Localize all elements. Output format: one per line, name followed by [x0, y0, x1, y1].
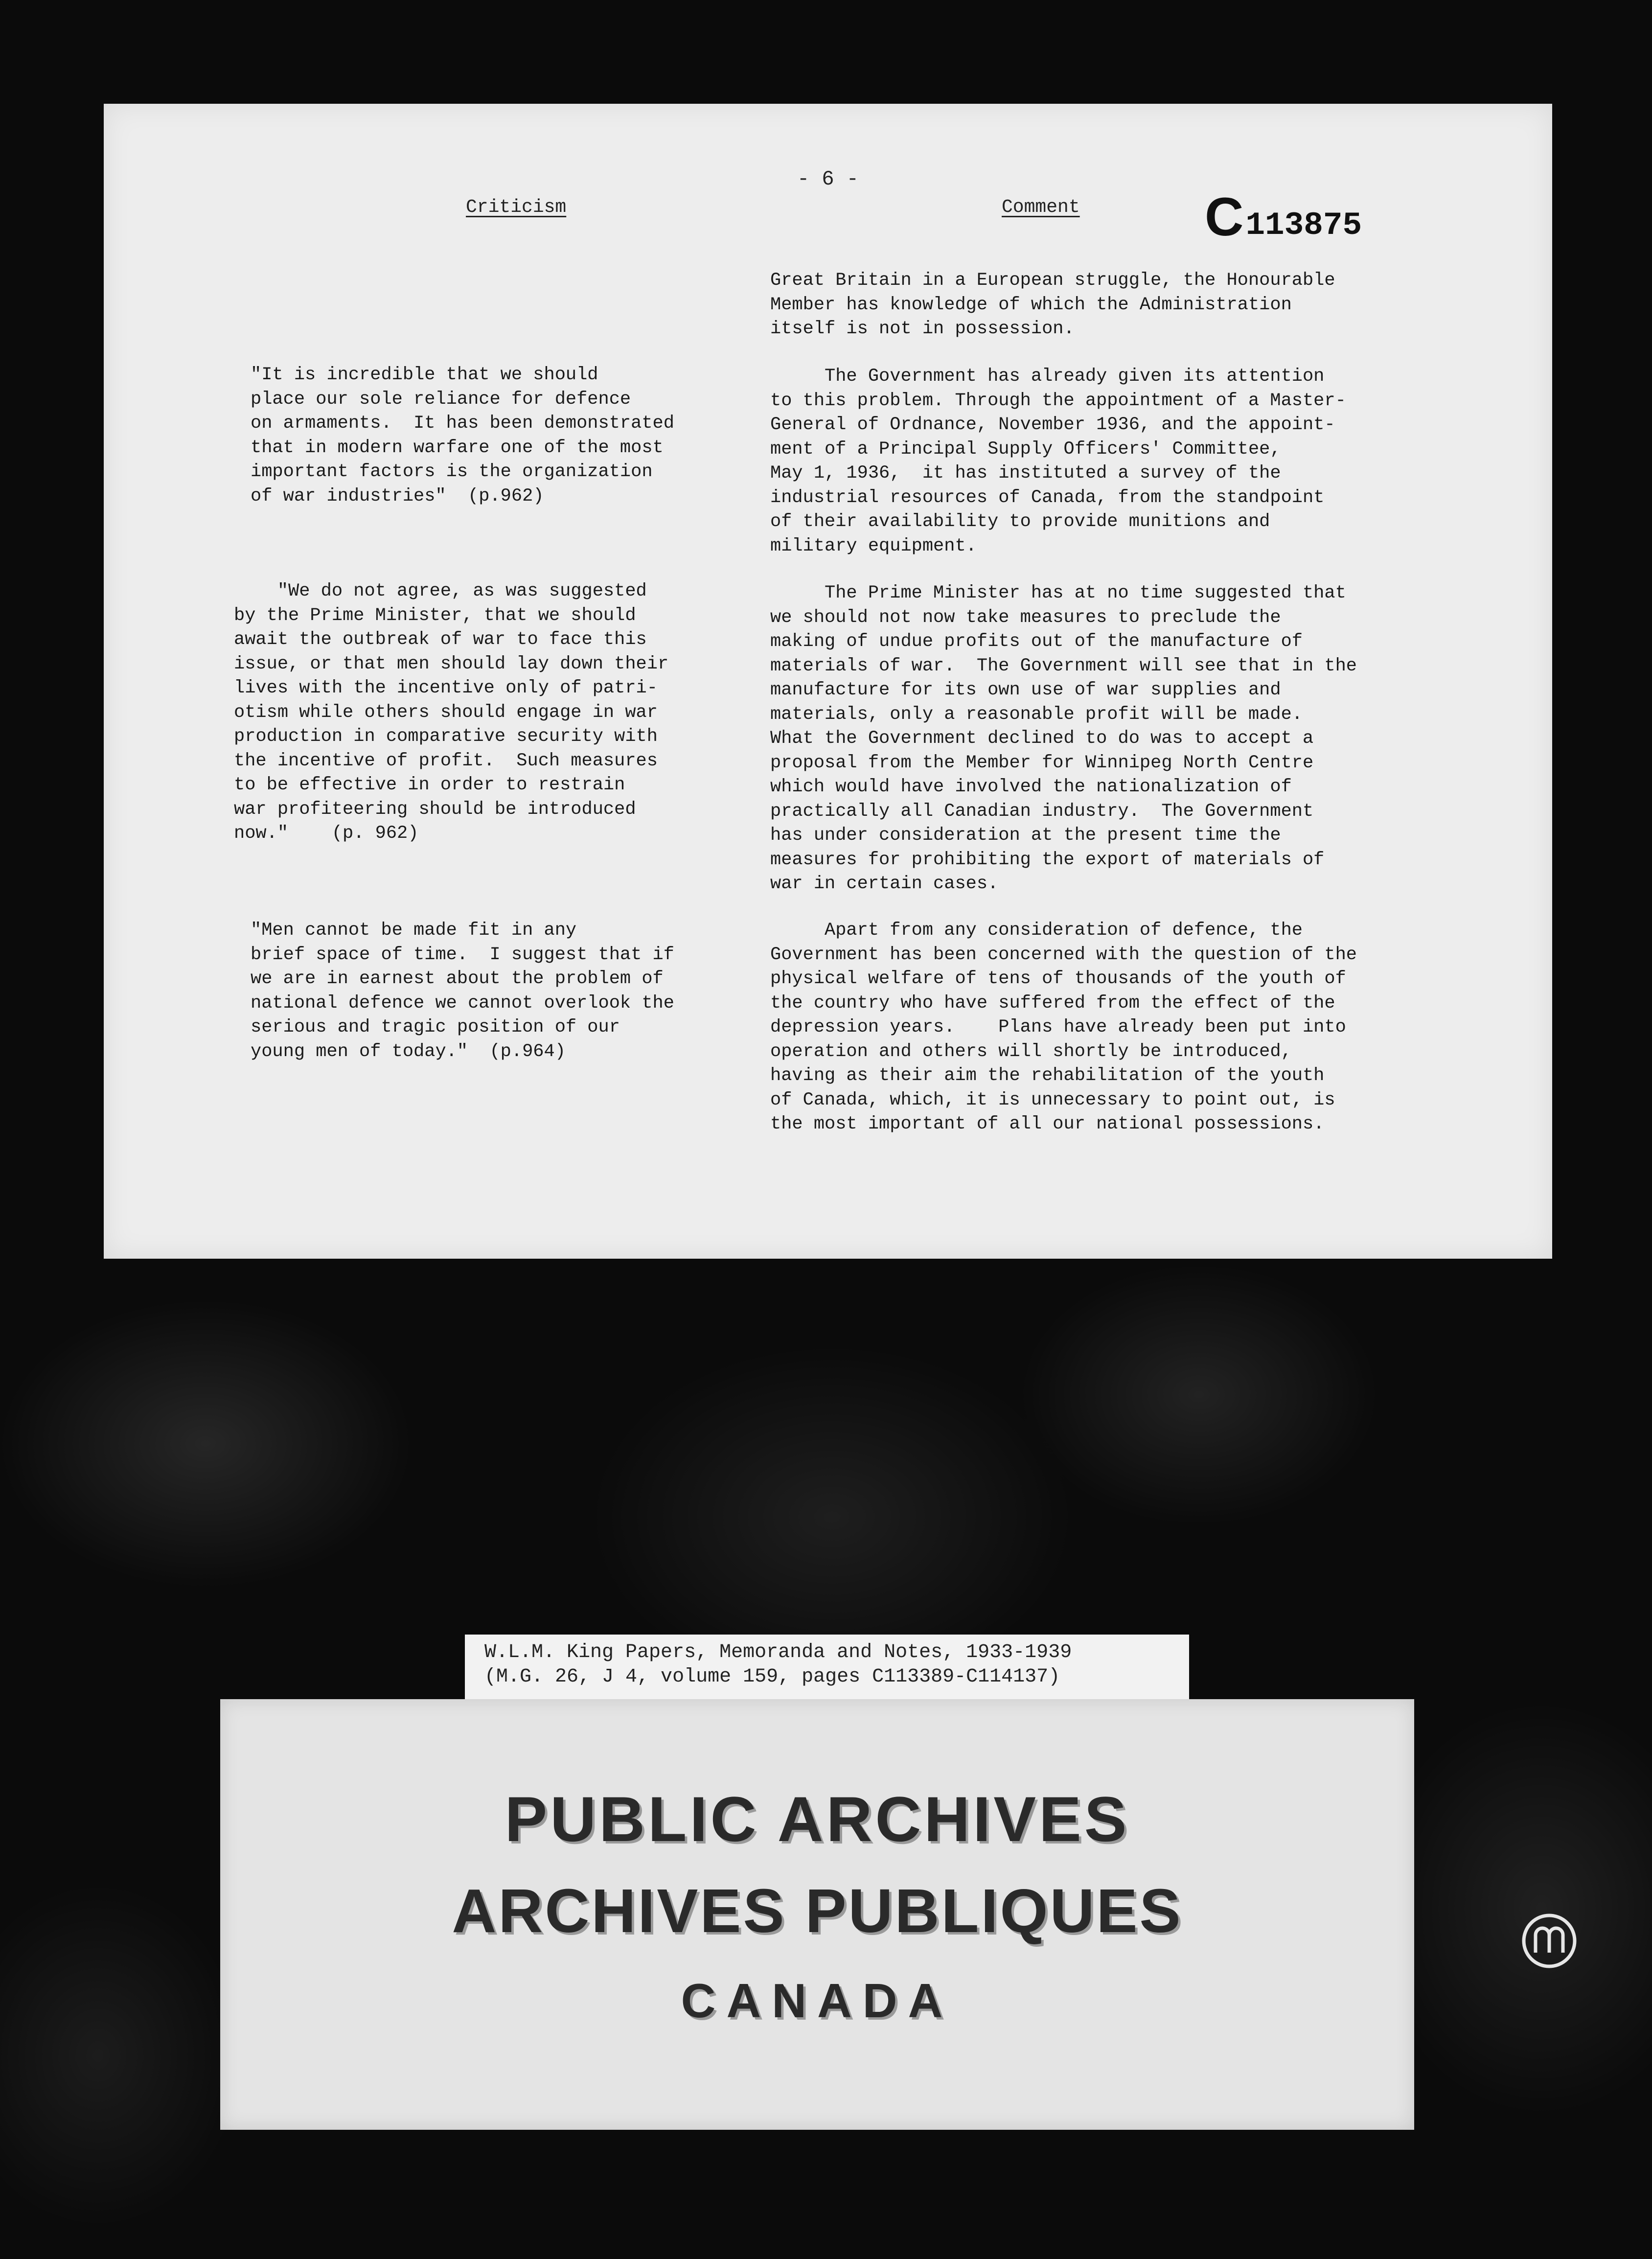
criticism-paragraph-3: "Men cannot be made fit in any brief space of time. I suggest that if we are in earnest about the problem of national defence we cannot overlook the serious and tragic position of our young men of today." (p.964): [251, 920, 674, 1062]
comment-paragraph-2: The Government has already given its attention to this problem. Through the appointment of a Master- General of Ordnance, November 1936, and the appoint- ment of a Principal Supply Officers' Committee, May 1, 1936, it has instituted a survey of the industrial resources of Canada, from the standpoint of their availability to provide munitions and military equipment.: [770, 366, 1346, 556]
archive-card-line-2: ARCHIVES PUBLIQUES: [452, 1876, 1183, 1945]
criticism-heading: Criticism: [466, 197, 567, 218]
source-reference-label: [465, 1635, 1189, 1699]
reel-stamp-digits: 113875: [1245, 207, 1362, 244]
comment-paragraph-1: Great Britain in a European struggle, the Honourable Member has knowledge of which the Administration itself is not in possession.: [770, 270, 1335, 339]
reel-number-stamp: [1205, 186, 1362, 248]
mc-monogram-icon: [1521, 1913, 1578, 1969]
page-number: - 6 -: [797, 167, 859, 191]
comment-heading: Comment: [1002, 197, 1080, 218]
criticism-paragraph-2: "We do not agree, as was suggested by the Prime Minister, that we should await the outbreak of war to face this issue, or that men should lay down their lives with the incentive only of patri- otism while others should engage in war production in comparative security with the incentive of profit. Such measures to be effective in order to restrain war profiteering should be introduced now." (p. 962): [234, 581, 669, 844]
criticism-paragraph-1: "It is incredible that we should place our sole reliance for defence on armaments. It has been demonstrated that in modern warfare one of the most important factors is the organization of war industries" (p.962): [251, 365, 674, 507]
document-page: [104, 104, 1552, 1259]
archive-card-line-1: PUBLIC ARCHIVES: [505, 1783, 1130, 1855]
archive-card-line-3: CANADA: [681, 1974, 954, 2028]
comment-paragraph-3: The Prime Minister has at no time suggested that we should not now take measures to preclude the making of undue profits out of the manufacture of materials of war. The Government will see that in the manufacture for its own use of war supplies and materials, only a reasonable profit will be made. What the Government declined to do was to accept a proposal from the Member for Winnipeg North Centre which would have involved the nationalization of practically all Canadian industry. The Government has under consideration at the present time the measures for prohibiting the export of materials of war in certain cases.: [770, 583, 1357, 894]
source-reference-line-2: (M.G. 26, J 4, volume 159, pages C113389-C114137): [484, 1666, 1060, 1688]
comment-paragraph-4: Apart from any consideration of defence, the Government has been concerned with the question of the physical welfare of tens of thousands of the youth of the country who have suffered from the effect of the depression years. Plans have already been put into operation and others will shortly be introduced, having as their aim the rehabilitation of the youth of Canada, which, it is unnecessary to point out, is the most important of all our national possessions.: [770, 920, 1357, 1134]
archive-title-card: [220, 1699, 1414, 2130]
reel-stamp-letter: C: [1205, 187, 1244, 247]
source-reference-line-1: W.L.M. King Papers, Memoranda and Notes, 1933-1939: [484, 1641, 1072, 1663]
